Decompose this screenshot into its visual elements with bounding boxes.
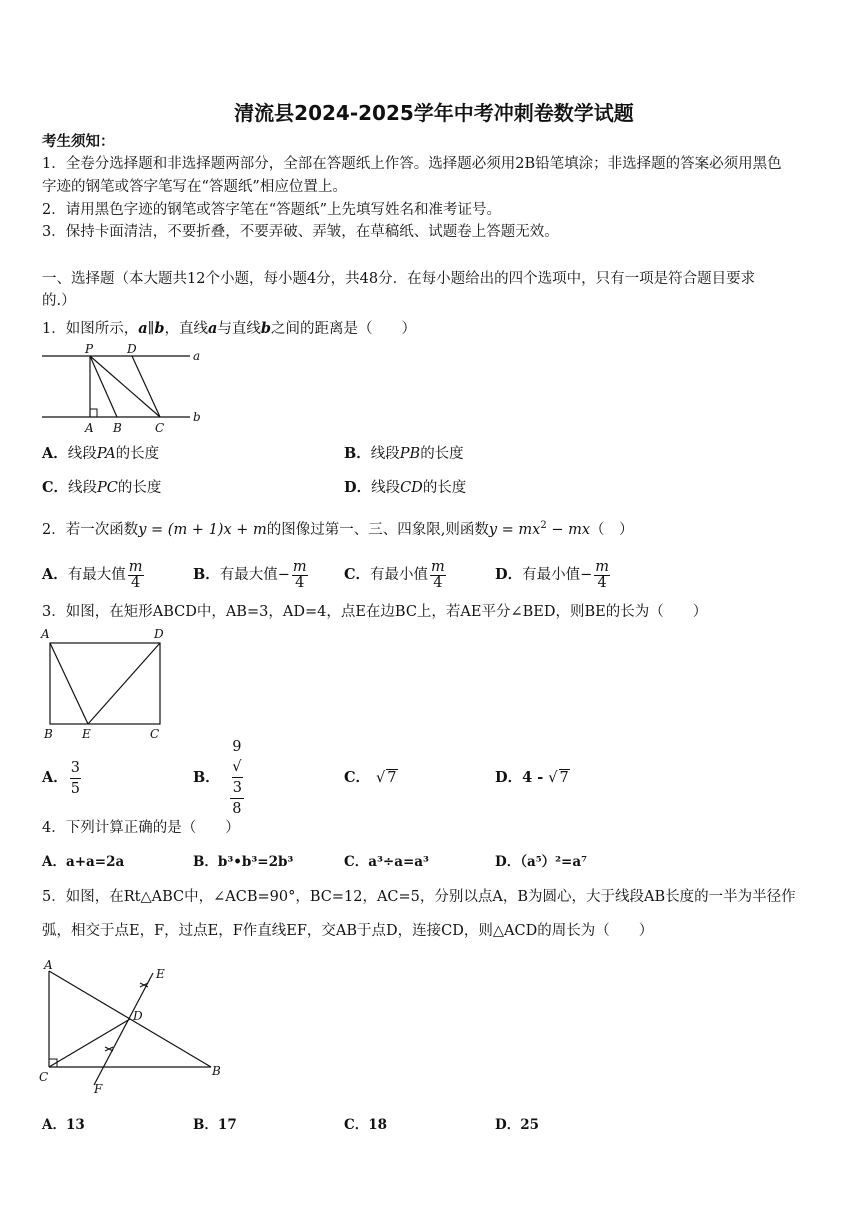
q1-option-d-pre: 线段 — [371, 480, 401, 496]
q2-option-b-den: 4 — [295, 574, 305, 591]
question-2-end: （ ） — [590, 521, 634, 538]
q5-label-c: C — [39, 1070, 49, 1084]
q2-option-a[interactable] — [42, 555, 146, 595]
q1-label-a: A — [85, 421, 94, 435]
q1-option-c-key: C． — [42, 479, 69, 496]
question-2-pre: 若一次函数 — [65, 521, 139, 538]
q4-option-a-key: A． — [42, 854, 66, 870]
q2-option-d-sign: − — [580, 567, 593, 583]
q1-var-a-2: a — [207, 320, 218, 337]
notice-item-1-line-1: 1．全卷分选择题和非选择题两部分，全部在答题纸上作答。选择题必须用2B铅笔填涂；非选择题的答案必须用黑色 — [42, 156, 782, 172]
question-2-stem — [42, 517, 634, 539]
q1-option-d-key: D． — [344, 479, 372, 496]
q1-option-c-post: 的长度 — [117, 480, 162, 496]
q2-option-d-fraction — [594, 560, 610, 591]
question-1-stem — [42, 320, 416, 338]
q2-option-b-sign: − — [277, 567, 290, 583]
q5-option-b-text: 17 — [217, 1117, 237, 1133]
q5-option-c[interactable] — [344, 1116, 387, 1134]
q5-option-d-text: 25 — [520, 1117, 540, 1133]
q3-option-d-sqrt: √ 7 — [548, 770, 569, 786]
q2-option-d-key: D． — [495, 566, 523, 583]
q4-option-c[interactable] — [344, 853, 429, 871]
q2-option-a-den: 4 — [131, 574, 141, 591]
q1-option-a-var: PA — [96, 446, 116, 462]
q2-option-c-text: 有最小值 — [370, 567, 429, 583]
q3-option-a-key: A． — [42, 769, 68, 786]
q1-label-p: P — [85, 342, 94, 356]
question-1-pre: 如图所示， — [65, 321, 139, 337]
q1-option-a[interactable] — [42, 445, 159, 463]
q2-option-d[interactable] — [495, 555, 612, 595]
q3-option-d-pre: 4 - — [522, 769, 549, 786]
q4-option-d-key: D． — [495, 854, 521, 870]
q4-option-b-text: b³•b³=2b³ — [217, 854, 294, 870]
section-heading-line-2: 的.） — [42, 293, 76, 309]
q1-option-b-var: PB — [399, 446, 421, 462]
question-1-mid: ，直线 — [164, 321, 208, 337]
q3-option-c-sqrt: √ 7 — [376, 770, 397, 786]
q2-option-b[interactable] — [193, 555, 310, 595]
q4-option-b-key: B． — [193, 854, 218, 870]
q1-label-d: D — [127, 342, 137, 356]
question-2-formula-2b: − mx — [546, 521, 591, 538]
q5-label-d: D — [133, 1009, 143, 1023]
q1-option-c-pre: 线段 — [68, 480, 98, 496]
q1-option-b-pre: 线段 — [370, 446, 400, 462]
q3-option-a-fraction — [70, 758, 81, 799]
q2-option-b-fraction — [292, 560, 308, 591]
q3-option-d[interactable] — [495, 755, 570, 801]
q3-option-a-num: 3 — [70, 758, 81, 779]
q1-option-d[interactable] — [344, 479, 466, 497]
q5-label-e: E — [156, 967, 165, 981]
q5-label-f: F — [94, 1082, 103, 1096]
q2-option-c[interactable] — [344, 555, 448, 595]
q3-option-c-key: C． — [344, 769, 371, 786]
question-2-number: 2． — [42, 521, 66, 538]
question-1-end: 之间的距离是（ ） — [271, 321, 417, 337]
q1-option-d-post: 的长度 — [422, 480, 467, 496]
notice-item-3: 3．保持卡面清洁，不要折叠，不要弄破、弄皱，在草稿纸、试题卷上答题无效。 — [42, 224, 559, 240]
q2-option-a-text: 有最大值 — [67, 567, 126, 583]
q1-label-c: C — [155, 421, 165, 435]
q2-option-c-fraction — [430, 560, 446, 591]
question-2-mid: 的图像过第一、三、四象限,则函数 — [266, 521, 489, 538]
q5-label-a: A — [44, 958, 53, 972]
q2-option-a-key: A． — [42, 566, 68, 583]
notice-item-2: 2．请用黑色字迹的钢笔或答字笔在“答题纸”上先填写姓名和准考证号。 — [42, 202, 502, 218]
q3-option-b-coef: 9 — [232, 739, 242, 755]
q1-var-b-2: b — [260, 320, 272, 337]
question-1-number: 1． — [42, 321, 66, 337]
q3-label-a: A — [41, 627, 50, 641]
q1-figure — [40, 343, 210, 435]
question-4-stem: 4．下列计算正确的是（ ） — [42, 820, 240, 836]
q4-option-a-text: a+a=2a — [65, 854, 125, 870]
q4-option-b[interactable] — [193, 853, 293, 871]
q1-label-line-a: a — [193, 349, 201, 363]
q2-option-b-num: m — [292, 558, 307, 575]
q5-option-d-key: D． — [495, 1117, 521, 1133]
q3-option-c[interactable] — [344, 755, 398, 801]
q1-option-a-post: 的长度 — [115, 446, 160, 462]
q5-option-a[interactable] — [42, 1116, 85, 1134]
q3-option-b-den: 8 — [232, 801, 242, 817]
q4-option-a[interactable] — [42, 853, 124, 871]
q2-option-c-num: m — [431, 558, 445, 575]
question-1-mid-2: 与直线 — [217, 321, 261, 337]
q5-figure — [36, 958, 236, 1098]
q1-label-b: B — [113, 421, 122, 435]
q1-option-c-var: PC — [97, 480, 118, 496]
notice-item-1-line-2: 字迹的钢笔或答字笔写在“答题纸”相应位置上。 — [42, 179, 347, 195]
q4-option-d[interactable] — [495, 853, 587, 871]
q3-option-d-key: D． — [495, 769, 523, 786]
q3-option-b[interactable] — [193, 739, 246, 817]
q5-option-a-text: 13 — [65, 1117, 85, 1133]
q3-label-b: B — [44, 727, 53, 741]
q2-option-b-text: 有最大值 — [219, 567, 278, 583]
q1-option-d-var: CD — [400, 480, 423, 496]
q5-option-b-key: B． — [193, 1117, 218, 1133]
q1-var-b: b — [154, 320, 165, 337]
q3-option-a[interactable] — [42, 755, 83, 801]
q5-option-c-key: C． — [344, 1117, 369, 1133]
q3-option-b-radicand: 3 — [232, 777, 243, 798]
q2-option-b-key: B． — [193, 566, 220, 583]
notice-heading: 考生须知： — [42, 133, 115, 150]
q2-option-c-key: C． — [344, 566, 371, 583]
q1-option-a-pre: 线段 — [67, 446, 97, 462]
question-2-formula-2a: y = mx — [488, 521, 541, 538]
q2-option-d-num: m — [595, 558, 609, 575]
q3-label-e: E — [82, 727, 91, 741]
q3-option-b-fraction: 9 √ 3 8 — [230, 737, 244, 819]
q3-label-d: D — [154, 627, 164, 641]
q1-option-c[interactable] — [42, 479, 161, 497]
section-heading-line-1: 一、选择题（本大题共12个小题，每小题4分，共48分．在每小题给出的四个选项中，只有一项是符合题目要求 — [42, 271, 756, 287]
q1-option-a-key: A． — [42, 445, 68, 462]
q4-option-c-key: C． — [344, 854, 369, 870]
q1-option-b[interactable] — [344, 445, 464, 463]
q3-option-c-radicand: 7 — [387, 770, 397, 786]
q1-var-a: a — [138, 320, 148, 337]
q3-label-c: C — [150, 727, 160, 741]
q3-option-a-den: 5 — [70, 780, 80, 797]
q3-option-b-key: B． — [193, 769, 220, 786]
q5-option-d[interactable] — [495, 1116, 539, 1134]
question-3-stem: 3．如图，在矩形ABCD中，AB=3，AD=4，点E在边BC上，若AE平分∠BED，则BE的长为（ ） — [42, 604, 708, 620]
q2-option-a-fraction — [128, 560, 144, 591]
q5-option-c-text: 18 — [368, 1117, 388, 1133]
question-2-formula-2-sup: 2 — [540, 520, 547, 531]
q1-label-line-b: b — [193, 410, 201, 424]
q3-figure — [40, 626, 175, 741]
q1-parallel-sign: ∥ — [147, 321, 155, 337]
question-5-stem-line-2: 弧，相交于点E，F，过点E，F作直线EF，交AB于点D，连接CD，则△ACD的周长为（ ） — [42, 923, 654, 939]
q5-option-a-key: A． — [42, 1117, 66, 1133]
q2-option-d-den: 4 — [597, 574, 607, 591]
q4-option-d-text: （a⁵）²=a⁷ — [520, 854, 588, 870]
exam-title: 清流县2024-2025学年中考冲刺卷数学试题 — [234, 101, 634, 125]
q5-label-b: B — [212, 1064, 221, 1078]
q1-option-b-post: 的长度 — [420, 446, 464, 462]
q2-option-a-num: m — [128, 558, 143, 575]
q5-option-b[interactable] — [193, 1116, 237, 1134]
q2-option-d-text: 有最小值 — [522, 567, 581, 583]
question-2-formula-1: y = (m + 1)x + m — [138, 521, 267, 538]
q4-option-c-text: a³÷a=a³ — [368, 854, 429, 870]
q2-option-c-den: 4 — [433, 574, 443, 591]
q1-option-b-key: B． — [344, 445, 371, 462]
question-5-stem-line-1: 5．如图，在Rt△ABC中，∠ACB=90°，BC=12，AC=5，分别以点A，B为圆心，大于线段AB长度的一半为半径作 — [42, 889, 796, 905]
q3-option-d-radicand: 7 — [559, 770, 569, 786]
